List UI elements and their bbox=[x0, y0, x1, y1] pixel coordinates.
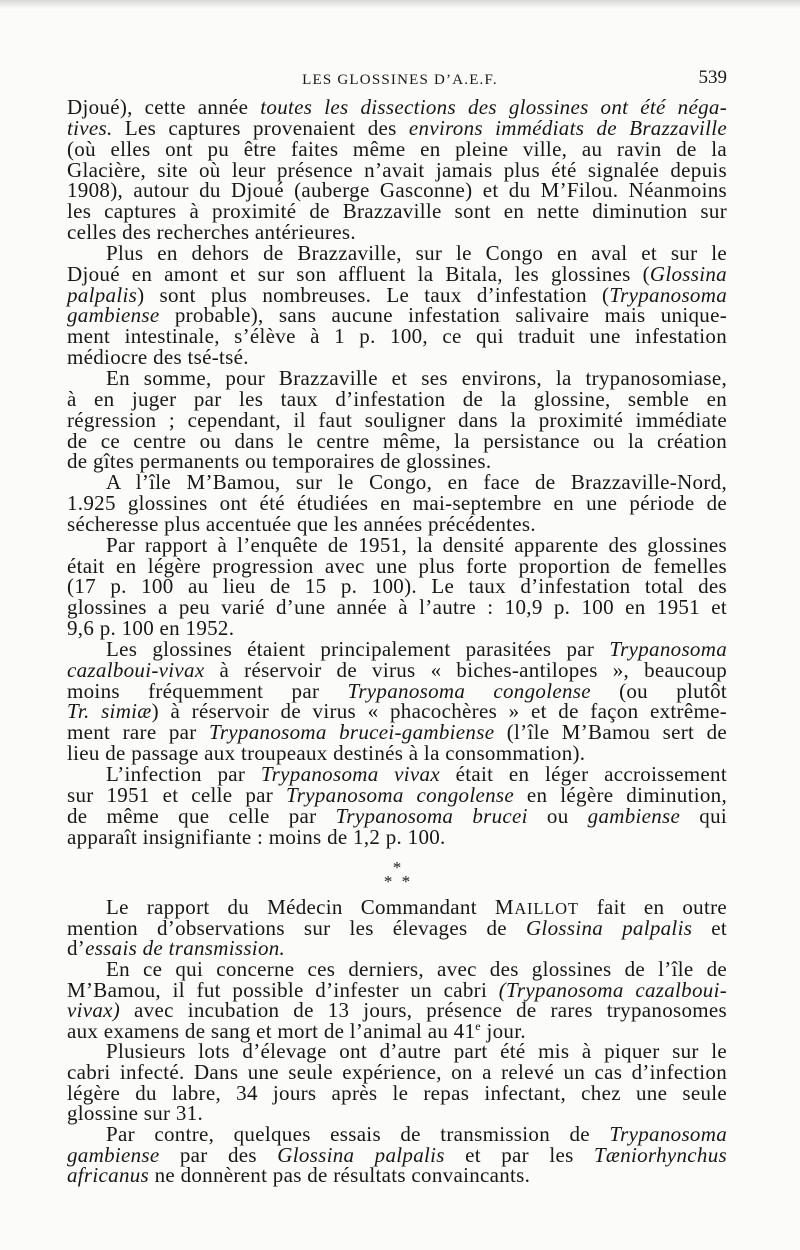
text-line bbox=[67, 282, 727, 307]
text-run: (17 p. 100 au lieu de 15 p. 100). Le taux d’infestation total des bbox=[67, 574, 727, 599]
text-run: Le rapport du Médecin Commandant bbox=[106, 895, 495, 919]
italic-run: Trypanosoma brucei bbox=[335, 803, 528, 828]
text-run: Plus en dehors de Brazzaville, sur le Congo en aval et sur le bbox=[106, 240, 727, 265]
text-run: Les glossines étaient principalement parasitées par bbox=[106, 636, 610, 661]
text-run: sur 1951 et celle par bbox=[67, 782, 286, 807]
text-run: était en légère progression avec une plus forte proportion de femelles bbox=[67, 553, 727, 578]
paragraph bbox=[67, 956, 727, 1043]
italic-run: Trypanosoma bbox=[609, 282, 727, 307]
text-run: était en léger accroissement bbox=[439, 762, 727, 786]
text-line bbox=[67, 451, 727, 472]
text-run: avec incubation de 13 jours, présence de rares trypanosomes bbox=[120, 998, 727, 1023]
text-run: Glacière, site où leur présence n’avait jamais plus été signalée depuis bbox=[67, 157, 727, 182]
italic-run: cazalboui-vivax bbox=[67, 657, 205, 682]
italic-run: Tr. simiæ bbox=[67, 699, 152, 724]
ordinal-superscript: e bbox=[475, 1018, 481, 1033]
text-line bbox=[67, 222, 727, 243]
text-section-upper bbox=[67, 97, 727, 847]
paragraph bbox=[67, 1041, 727, 1124]
text-line bbox=[67, 1165, 727, 1186]
text-line bbox=[67, 1142, 727, 1167]
text-run: et bbox=[692, 915, 727, 940]
text-run: cabri infecté. Dans une seule expérience, on a relevé un cas d’infection bbox=[67, 1060, 727, 1085]
text-run: de ce centre ou dans le centre même, la persistance ou la création bbox=[67, 428, 727, 453]
text-run: ne donnèrent pas de résultats convaincants. bbox=[149, 1163, 531, 1188]
text-run: moins fréquemment par bbox=[67, 678, 348, 703]
text-line bbox=[67, 532, 727, 557]
italic-run: Trypanosoma brucei-gambiense bbox=[209, 720, 495, 745]
text-run: sécheresse plus accentuée que les années précédentes. bbox=[67, 511, 536, 536]
text-line bbox=[67, 1000, 727, 1021]
text-line bbox=[67, 472, 727, 493]
text-line bbox=[67, 386, 727, 411]
text-run: d’ bbox=[67, 936, 86, 961]
text-run: ) à réservoir de virus « phacochères » et de façon extrême- bbox=[151, 699, 727, 724]
text-run: de même que celle par bbox=[67, 803, 336, 828]
asterism-bottom: * * bbox=[383, 872, 411, 891]
italic-run: vivax) bbox=[67, 998, 121, 1023]
italic-run: (Trypanosoma cazalboui- bbox=[498, 977, 727, 1002]
text-line bbox=[67, 261, 727, 286]
text-run: ment rare par bbox=[67, 720, 209, 745]
text-run: qui bbox=[680, 803, 728, 828]
text-run: En ce qui concerne ces derniers, avec des glossines de l’île de bbox=[106, 956, 727, 981]
text-run: jour. bbox=[480, 1018, 526, 1043]
text-line bbox=[67, 1124, 727, 1145]
italic-run: Glossina palpalis bbox=[525, 915, 693, 940]
text-line bbox=[67, 782, 728, 807]
text-run: glossines a peu varié d’une année à l’autre : 10,9 p. 100 en 1951 et bbox=[67, 595, 727, 620]
text-run: médiocre des tsé-tsé. bbox=[67, 345, 249, 370]
section-separator-asterism bbox=[67, 858, 727, 891]
text-line bbox=[67, 977, 727, 1002]
paragraph bbox=[67, 365, 727, 474]
italic-run: environs immédiats de Brazzaville bbox=[408, 115, 727, 140]
text-run: à réservoir de virus « biches-antilopes », beaucoup bbox=[204, 657, 727, 682]
italic-run: Trypanosoma bbox=[609, 636, 727, 661]
text-run: ) sont plus nombreuses. Le taux d’infestation ( bbox=[137, 282, 610, 307]
text-run: légère du labre, 34 jours après le repas infectant, chez une seule bbox=[67, 1080, 727, 1105]
text-run: glossine sur 31. bbox=[67, 1101, 204, 1126]
text-line bbox=[67, 553, 727, 578]
text-line bbox=[67, 915, 727, 940]
italic-run: Tæniorhynchus bbox=[593, 1142, 727, 1167]
italic-run: tives. bbox=[67, 115, 113, 140]
paragraph bbox=[67, 897, 727, 959]
text-run: ou bbox=[527, 803, 588, 828]
text-run: et par les bbox=[444, 1142, 594, 1167]
text-run: Djoué en amont et sur son affluent la Bitala, les glossines ( bbox=[67, 261, 650, 286]
text-line bbox=[67, 347, 727, 368]
italic-run: africanus bbox=[67, 1163, 150, 1188]
text-line bbox=[67, 576, 727, 597]
text-line bbox=[67, 1103, 727, 1124]
text-line bbox=[67, 201, 727, 222]
text-line bbox=[67, 701, 727, 722]
text-run: 9,6 p. 100 en 1952. bbox=[67, 616, 235, 641]
italic-run: Trypanosoma congolense bbox=[347, 678, 591, 703]
paragraph bbox=[67, 764, 727, 847]
paragraph bbox=[67, 97, 727, 243]
text-line bbox=[67, 636, 727, 661]
text-line bbox=[67, 180, 727, 201]
text-line bbox=[67, 824, 727, 849]
text-line bbox=[67, 407, 727, 432]
text-run: apparaît insignifiante : moins de 1,2 p. 100. bbox=[67, 824, 446, 849]
text-run: En somme, pour Brazzaville et ses environs, la trypanosomiase, bbox=[106, 365, 727, 390]
paragraph bbox=[67, 532, 727, 641]
text-section-lower bbox=[67, 897, 727, 1186]
text-line bbox=[67, 493, 727, 514]
page-number: 539 bbox=[698, 67, 727, 88]
text-run: Par rapport à l’enquête de 1951, la densité apparente des glossines bbox=[106, 532, 727, 557]
text-line bbox=[67, 157, 727, 182]
text-line bbox=[67, 618, 727, 639]
running-header: LES GLOSSINES D’A.E.F. bbox=[302, 72, 498, 88]
text-run: Plusieurs lots d’élevage ont d’autre part été mis à piquer sur le bbox=[106, 1039, 727, 1064]
scan-edge bbox=[0, 0, 800, 9]
text-run: (l’île M’Bamou sert de bbox=[494, 720, 727, 745]
text-run: celles des recherches antérieures. bbox=[67, 220, 356, 245]
text-line bbox=[67, 803, 728, 828]
text-line bbox=[67, 365, 727, 390]
text-run: 1908), autour du Djoué (auberge Gasconne) et du M’Filou. Néanmoins bbox=[67, 178, 727, 203]
paragraph bbox=[67, 240, 727, 370]
text-run: aux examens de sang et mort de l’animal au 41 bbox=[67, 1018, 476, 1043]
text-run: (où elles ont pu être faites même en pleine ville, au ravin de la bbox=[67, 136, 727, 161]
italic-run: Trypanosoma congolense bbox=[285, 782, 515, 807]
text-run: probable), sans aucune infestation salivaire mais unique- bbox=[159, 303, 727, 328]
italic-run: palpalis bbox=[67, 282, 138, 307]
text-run: A l’île M’Bamou, sur le Congo, en face de Brazzaville-Nord, bbox=[106, 470, 727, 495]
text-line bbox=[67, 1062, 727, 1083]
italic-run: Glossina palpalis bbox=[277, 1142, 445, 1167]
text-line bbox=[67, 743, 727, 764]
text-line bbox=[67, 511, 727, 536]
text-run: mention d’observations sur les élevages de bbox=[67, 915, 526, 940]
text-run: les captures à proximité de Brazzaville sont en nette diminution sur bbox=[67, 199, 727, 224]
text-run: fait en outre bbox=[578, 895, 727, 919]
text-line bbox=[67, 678, 728, 703]
text-run: Les captures provenaient des bbox=[112, 115, 409, 140]
italic-run: Trypanosoma bbox=[609, 1122, 727, 1147]
text-line bbox=[67, 428, 727, 453]
italic-run: toutes les dissections des glossines ont été néga- bbox=[260, 95, 727, 119]
italic-run: gambiense bbox=[67, 1142, 160, 1167]
text-line bbox=[67, 136, 727, 161]
text-line bbox=[67, 764, 727, 785]
paragraph bbox=[67, 1124, 727, 1186]
italic-run: gambiense bbox=[587, 803, 681, 828]
text-run: lieu de passage aux troupeaux destinés à la consommation). bbox=[67, 741, 586, 766]
author-name-small-caps: MAILLOT bbox=[494, 895, 579, 919]
text-run: par des bbox=[159, 1142, 278, 1167]
text-line bbox=[67, 115, 727, 140]
text-run: Par contre, quelques essais de transmission de bbox=[106, 1122, 610, 1147]
text-run: (ou plutôt bbox=[590, 678, 728, 703]
paragraph bbox=[67, 636, 728, 766]
italic-run: essais de transmission. bbox=[85, 936, 286, 961]
text-run: 1.925 glossines ont été étudiées en mai-septembre en une période de bbox=[67, 491, 727, 516]
text-line bbox=[67, 657, 727, 682]
text-run: en légère diminution, bbox=[514, 782, 728, 807]
italic-run: Trypanosoma vivax bbox=[260, 762, 440, 786]
text-run: de gîtes permanents ou temporaires de glossines. bbox=[67, 449, 492, 474]
text-line bbox=[67, 305, 727, 326]
text-line bbox=[67, 240, 727, 265]
text-run: Djoué), cette année bbox=[67, 95, 261, 119]
text-line bbox=[67, 326, 727, 347]
text-line bbox=[67, 97, 727, 118]
text-line bbox=[67, 1080, 727, 1105]
text-run: à en juger par les taux d’infestation de la glossine, semble en bbox=[67, 386, 727, 411]
text-run: ment intestinale, s’élève à 1 p. 100, ce qui traduit une infestation bbox=[67, 324, 727, 349]
text-line bbox=[67, 938, 727, 959]
text-line bbox=[67, 722, 727, 743]
asterism-top: * bbox=[392, 858, 402, 877]
text-line bbox=[67, 1018, 727, 1043]
text-run: L’infection par bbox=[106, 762, 261, 786]
text-line bbox=[67, 597, 727, 618]
text-run: M’Bamou, il fut possible d’infester un cabri bbox=[67, 977, 499, 1002]
paragraph bbox=[67, 472, 727, 535]
text-line bbox=[67, 956, 727, 981]
italic-run: Glossina bbox=[649, 261, 727, 286]
text-line bbox=[67, 897, 727, 918]
text-line bbox=[67, 1041, 727, 1062]
italic-run: gambiense bbox=[67, 303, 160, 328]
text-run: régression ; cependant, il faut souligner dans la proximité immédiate bbox=[67, 407, 727, 432]
